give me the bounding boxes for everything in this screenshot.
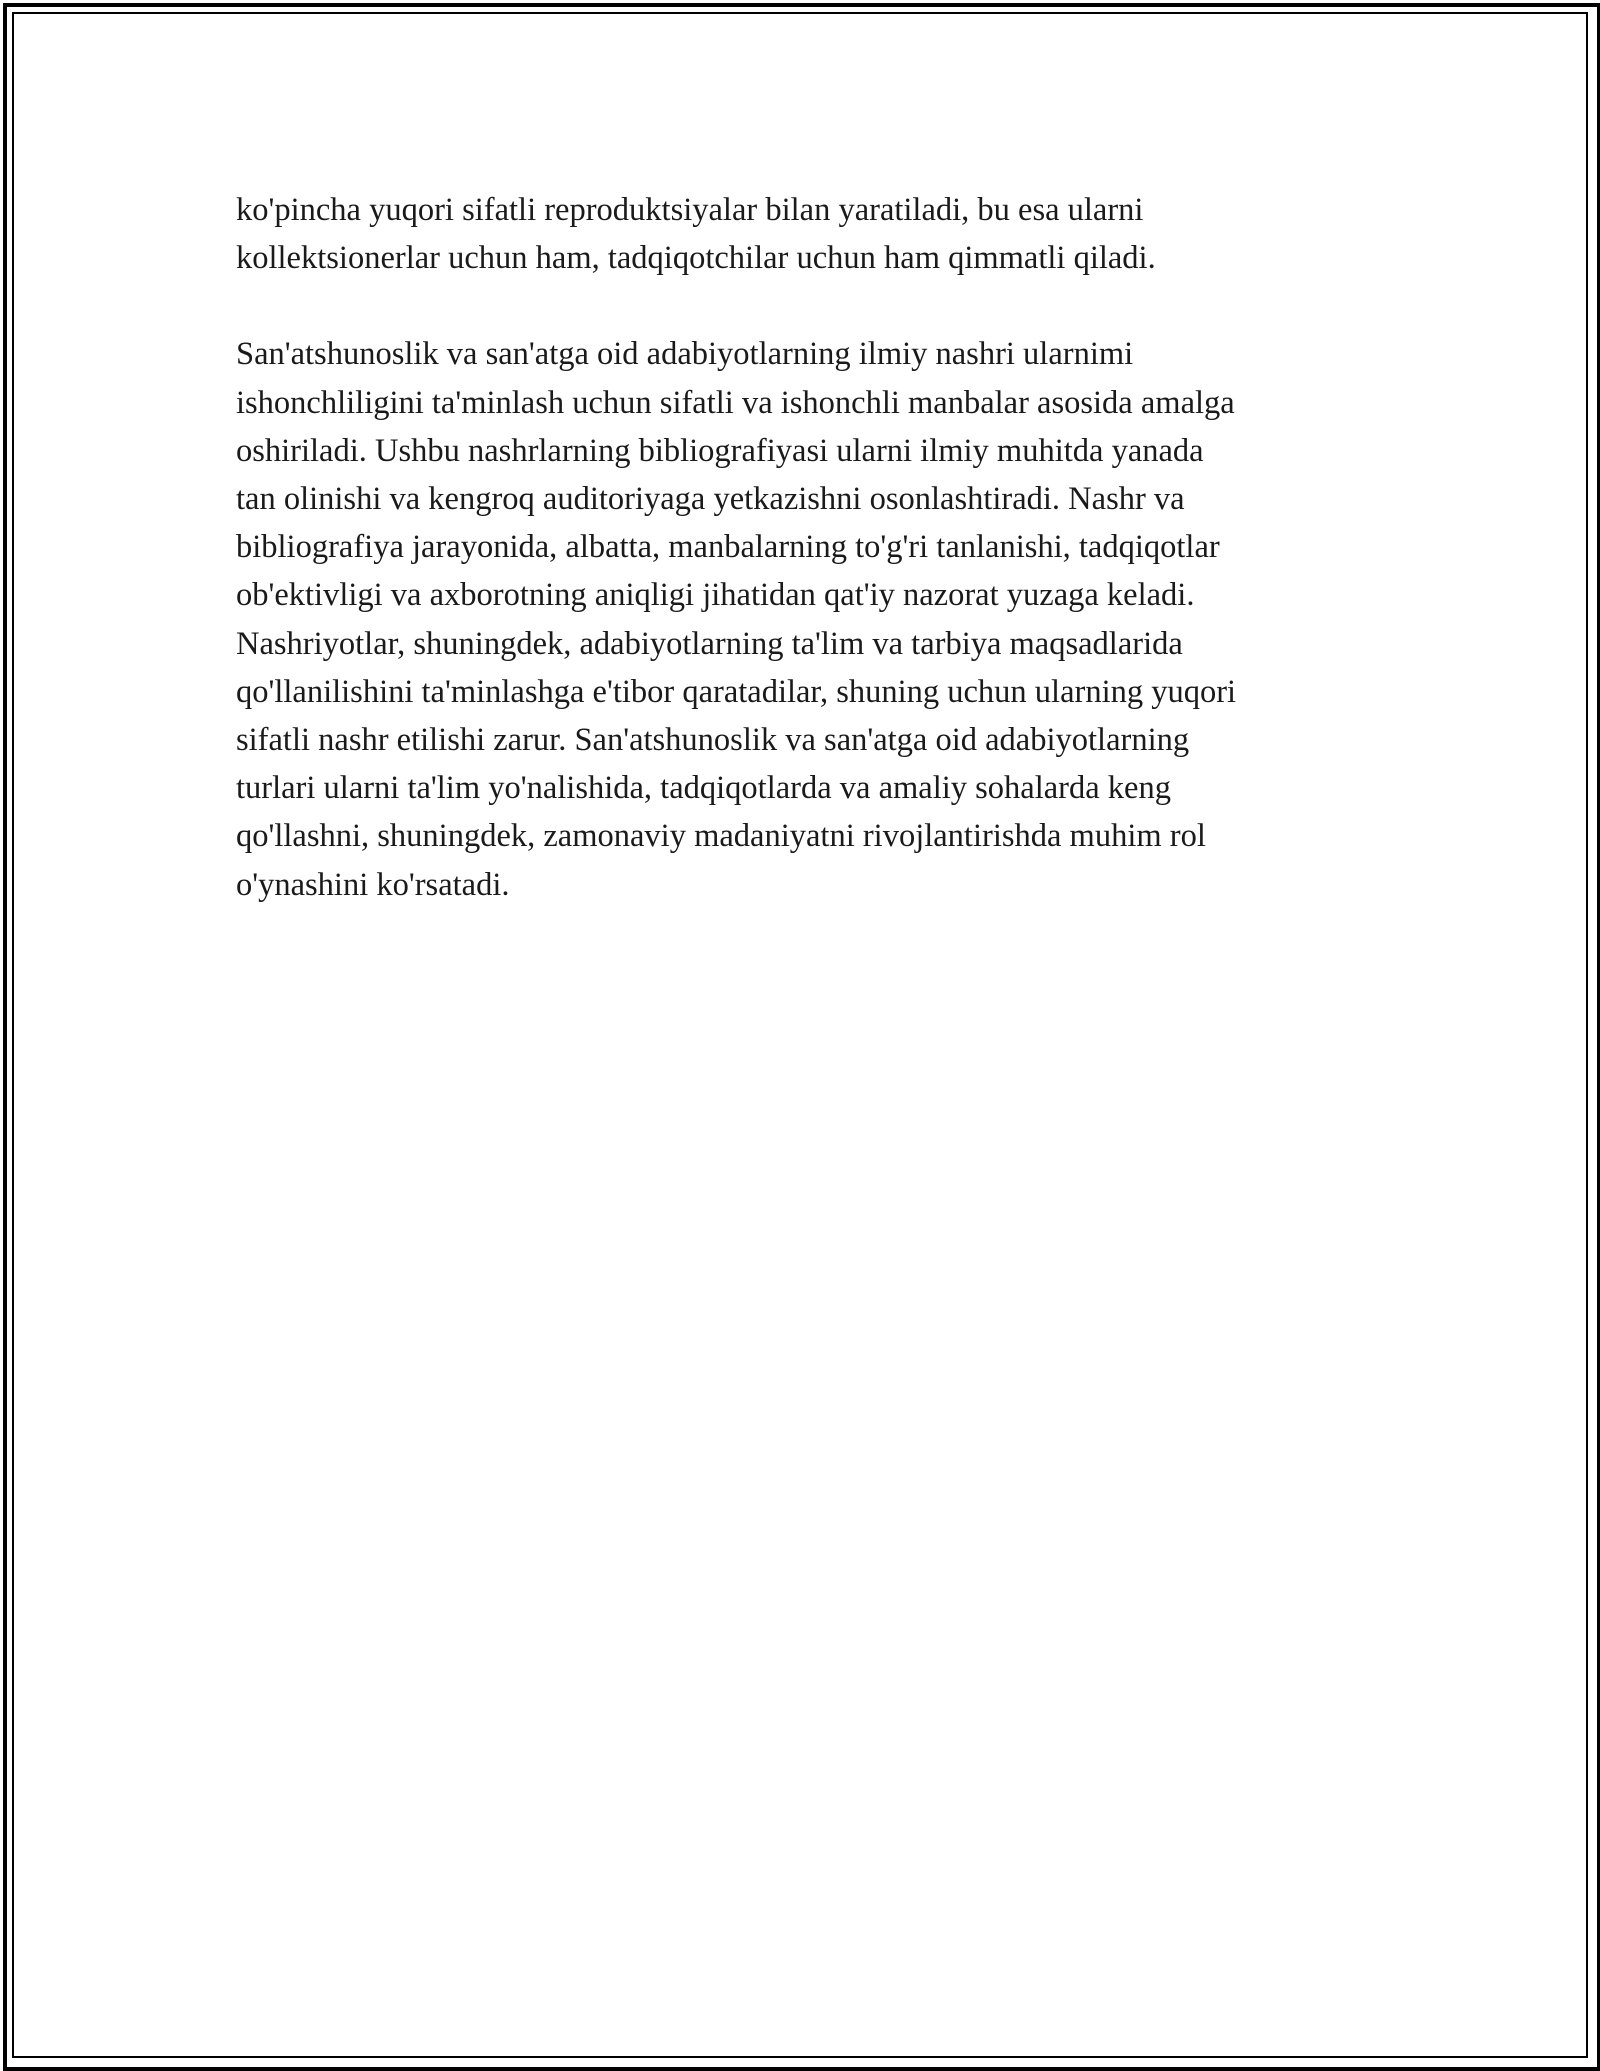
text-line: qo'llanilishini ta'minlashga e'tibor qaratadilar, shuning uchun ularning yuqori [236,673,1237,710]
text-line: ishonchliligini ta'minlash uchun sifatli va ishonchli manbalar asosida amalga [236,384,1235,421]
text-line: turlari ularni ta'lim yo'nalishida, tadqiqotlarda va amaliy sohalarda keng [236,770,1171,807]
document-body [236,186,1386,909]
text-line: San'atshunoslik va san'atga oid adabiyotlarning ilmiy nashri ularnimi [236,336,1134,373]
paragraph-1 [236,186,1386,282]
text-line: ob'ektivligi va axborotning aniqligi jihatidan qat'iy nazorat yuzaga keladi. [236,577,1195,614]
text-line: Nashriyotlar, shuningdek, adabiyotlarning ta'lim va tarbiya maqsadlarida [236,625,1183,662]
text-line: tan olinishi va kengroq auditoriyaga yetkazishni osonlashtiradi. Nashr va [236,481,1185,518]
text-line: sifatli nashr etilishi zarur. San'atshunoslik va san'atga oid adabiyotlarning [236,722,1190,759]
paragraph-spacer [236,282,1386,330]
text-line: oshiriladi. Ushbu nashrlarning bibliografiyasi ularni ilmiy muhitda yanada [236,432,1204,469]
text-line: bibliografiya jarayonida, albatta, manbalarning to'g'ri tanlanishi, tadqiqotlar [236,529,1220,566]
paragraph-2 [236,330,1386,908]
text-line: qo'llashni, shuningdek, zamonaviy madaniyatni rivojlantirishda muhim rol [236,818,1206,855]
text-line: o'ynashini ko'rsatadi. [236,866,510,903]
text-line: kollektsionerlar uchun ham, tadqiqotchilar uchun ham qimmatli qiladi. [236,240,1156,277]
text-line: ko'pincha yuqori sifatli reproduktsiyalar bilan yaratiladi, bu esa ularni [236,192,1144,228]
